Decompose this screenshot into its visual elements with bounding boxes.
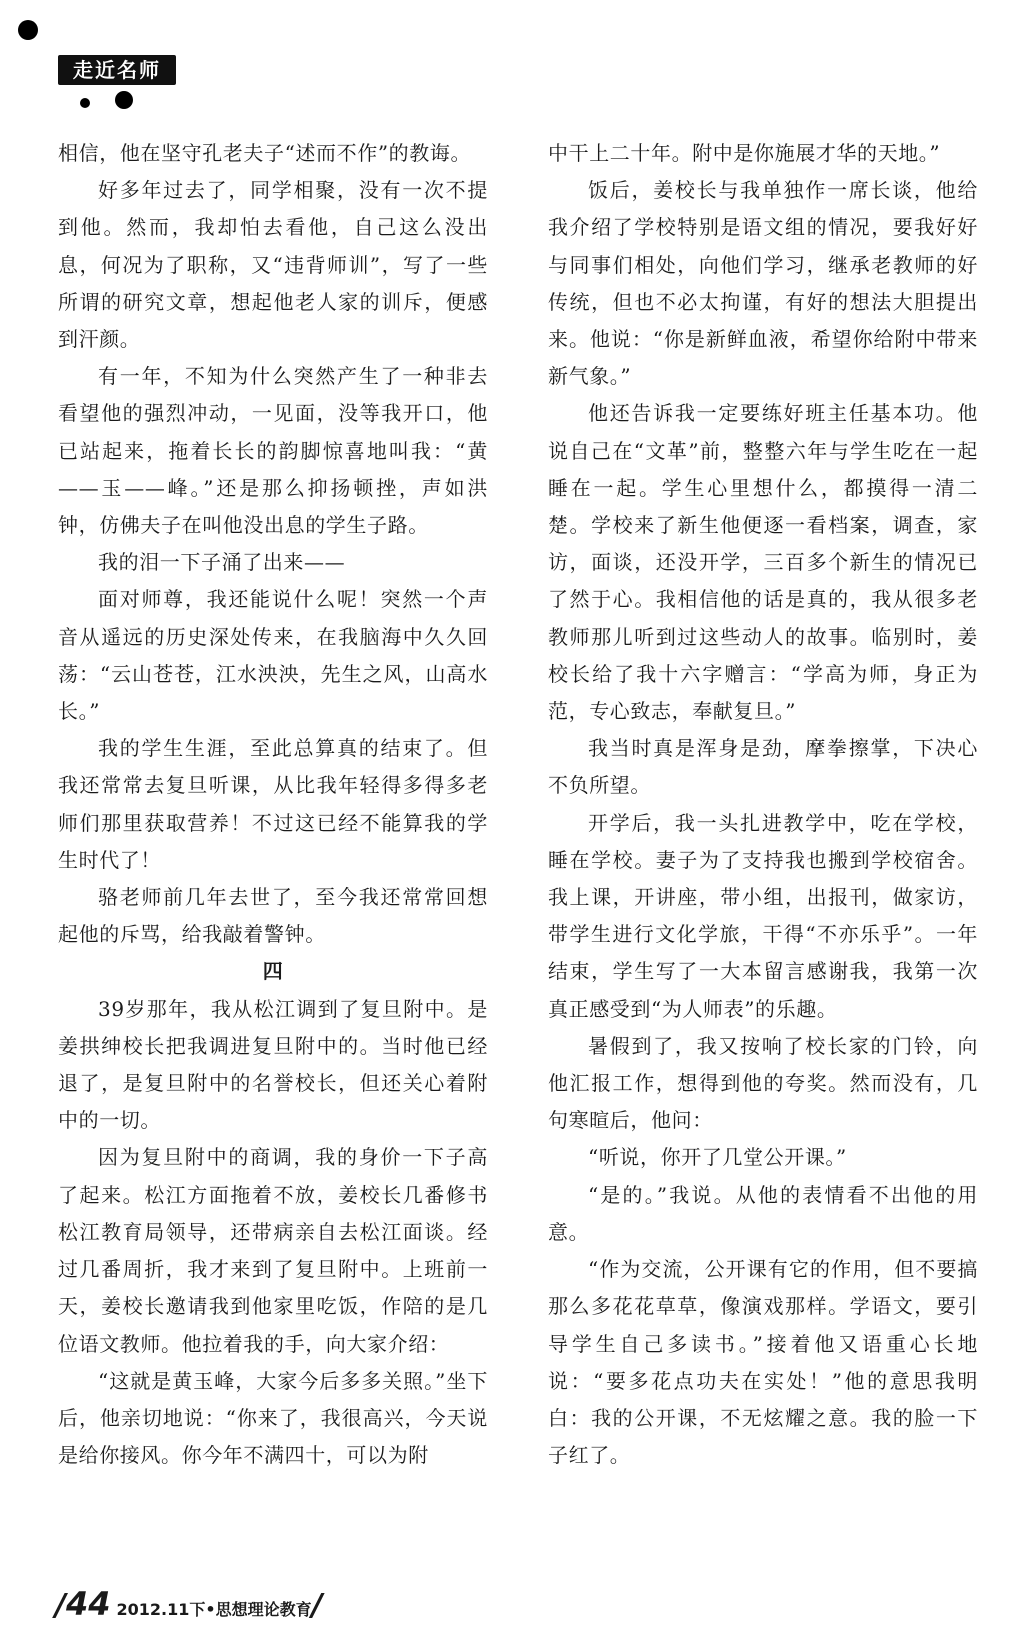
right-column [548, 135, 978, 1474]
paragraph: 饭后，姜校长与我单独作一席长谈，他给我介绍了学校特别是语文组的情况，要我好好与同事们相处，向他们学习，继承老教师的好传统，但也不必太拘谨，有好的想法大胆提出来。他说：“你是新鲜血液，希望你给附中带来新气象。” [548, 178, 978, 389]
decor-dot-large [18, 20, 38, 40]
section-number: 四 [262, 959, 284, 984]
decor-dot-small [80, 98, 90, 108]
journal-issue: 2012.11下•思想理论教育 [116, 1600, 312, 1619]
paragraph: 开学后，我一头扎进教学中，吃在学校，睡在学校。妻子为了支持我也搬到学校宿舍。我上课，开讲座，带小组，出报刊，做家访，带学生进行文化学旅，干得“不亦乐乎”。一年结束，学生写了一大本留言感谢我，我第一次真正感受到“为人师表”的乐趣。 [548, 810, 978, 1021]
paragraph: “这就是黄玉峰，大家今后多多关照。”坐下后，他亲切地说：“你来了，我很高兴，今天说是给你接风。你今年不满四十，可以为附 [58, 1368, 488, 1468]
paragraph: “作为交流，公开课有它的作用，但不要搞那么多花花草草，像演戏那样。学语文，要引导学生自己多读书。”接着他又语重心长地说：“要多花点功夫在实处！”他的意思我明白：我的公开课，不无炫耀之意。我的脸一下子红了。 [548, 1257, 978, 1468]
paragraph: 他还告诉我一定要练好班主任基本功。他说自己在“文革”前，整整六年与学生吃在一起睡在一起。学生心里想什么，都摸得一清二楚。学校来了新生他便逐一看档案，调查，家访，面谈，还没开学，三百多个新生的情况已了然于心。我相信他的话是真的，我从很多老教师那儿听到过这些动人的故事。临别时，姜校长给了我十六字赠言：“学高为师，身正为范，专心致志，奉献复旦。” [548, 401, 978, 724]
paragraph: 骆老师前几年去世了，至今我还常常回想起他的斥骂，给我敲着警钟。 [58, 885, 488, 947]
paragraph: “是的。”我说。从他的表情看不出他的用意。 [548, 1182, 978, 1244]
paragraph: 面对师尊，我还能说什么呢！突然一个声音从遥远的历史深处传来，在我脑海中久久回荡：“云山苍苍，江水泱泱，先生之风，山高水长。” [58, 587, 488, 724]
paragraph: 好多年过去了，同学相聚，没有一次不提到他。然而，我却怕去看他，自己这么没出息，何况为了职称，又“违背师训”，写了一些所谓的研究文章，想起他老人家的训斥，便感到汗颜。 [58, 178, 488, 352]
paragraph: 暑假到了，我又按响了校长家的门铃，向他汇报工作，想得到他的夸奖。然而没有，几句寒暄后，他问： [548, 1033, 978, 1133]
footer-slash-left: / [55, 1588, 66, 1623]
left-column [58, 135, 488, 1474]
page-footer [55, 1585, 323, 1625]
paragraph: 因为复旦附中的商调，我的身价一下子高了起来。松江方面拖着不放，姜校长几番修书松江教育局领导，还带病亲自去松江面谈。经过几番周折，我才来到了复旦附中。上班前一天，姜校长邀请我到他家里吃饭，作陪的是几位语文教师。他拉着我的手，向大家介绍： [58, 1145, 488, 1356]
footer-slash-right: / [311, 1588, 323, 1623]
paragraph: 我当时真是浑身是劲，摩拳擦掌，下决心不负所望。 [548, 736, 978, 798]
page-number: 44 [65, 1585, 111, 1623]
paragraph: 中干上二十年。附中是你施展才华的天地。” [548, 141, 941, 165]
decor-dot-medium [115, 91, 133, 109]
paragraph: 我的泪一下子涌了出来—— [98, 550, 346, 575]
paragraph: “听说，你开了几堂公开课。” [588, 1145, 847, 1170]
paragraph: 我的学生生涯，至此总算真的结束了。但我还常常去复旦听课，从比我年轻得多得多老师们那里获取营养！不过这已经不能算我的学生时代了！ [58, 736, 488, 872]
paragraph: 有一年，不知为什么突然产生了一种非去看望他的强烈冲动，一见面，没等我开口，他已站起来，拖着长长的韵脚惊喜地叫我：“黄——玉——峰。”还是那么抑扬顿挫，声如洪钟，仿佛夫子在叫他没出息的学生子路。 [58, 364, 488, 538]
paragraph: 39岁那年，我从松江调到了复旦附中。是姜拱绅校长把我调进复旦附中的。当时他已经退了，是复旦附中的名誉校长，但还关心着附中的一切。 [58, 996, 488, 1133]
section-header-badge: 走近名师 [58, 55, 176, 85]
paragraph: 相信，他在坚守孔老夫子“述而不作”的教诲。 [58, 141, 472, 165]
